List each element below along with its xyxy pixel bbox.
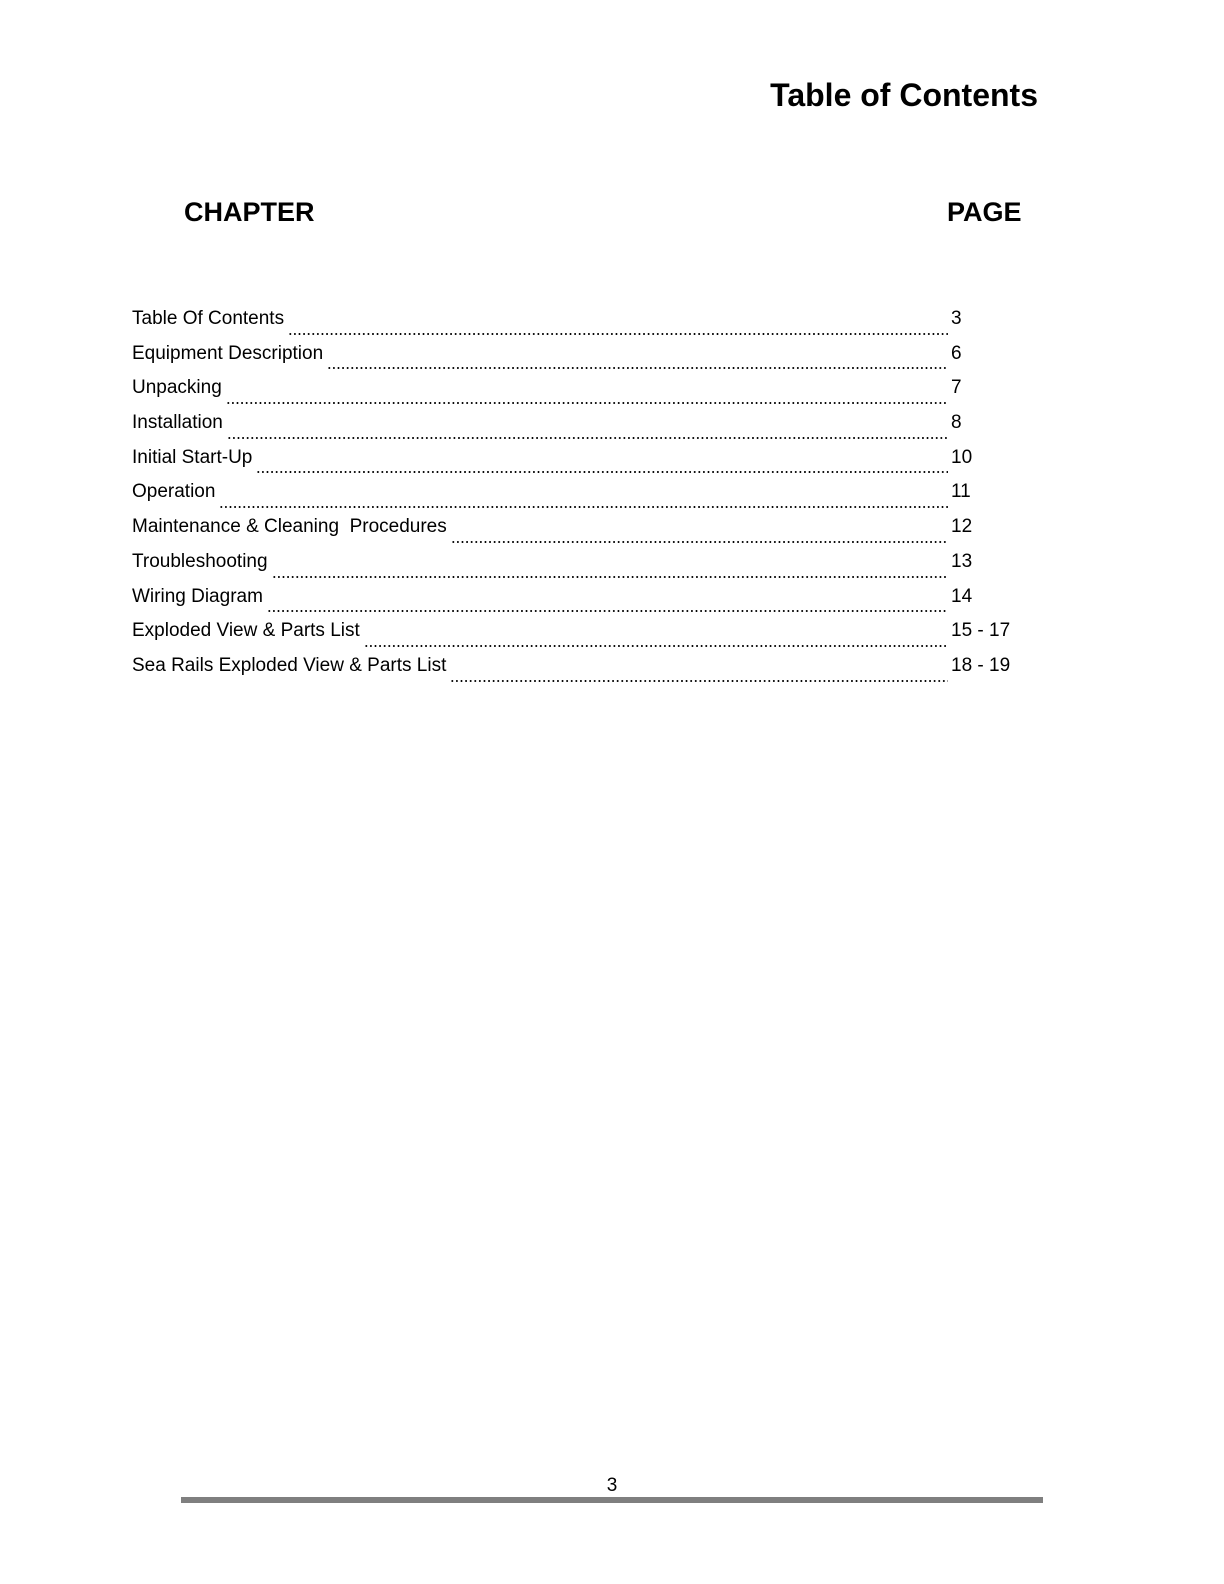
toc-entry[interactable] xyxy=(132,618,1032,653)
dot-leader xyxy=(450,680,948,682)
toc-entry-page: 10 xyxy=(951,446,973,468)
toc-entry-page: 7 xyxy=(951,377,962,399)
toc-entry-page: 13 xyxy=(951,550,973,572)
dot-leader xyxy=(219,506,948,508)
page-number: 3 xyxy=(606,1475,618,1496)
dot-leader xyxy=(272,576,948,578)
toc-entry-title: Initial Start-Up xyxy=(132,446,253,468)
toc-entry-page: 15 - 17 xyxy=(951,620,1011,642)
toc-entry-title: Equipment Description xyxy=(132,342,324,364)
toc-entry[interactable] xyxy=(132,514,1032,549)
toc-entry-page: 6 xyxy=(951,342,962,364)
toc-entry-title: Unpacking xyxy=(132,377,222,399)
toc-entry[interactable] xyxy=(132,410,1032,445)
toc-entry-page: 14 xyxy=(951,585,973,607)
toc-entry[interactable] xyxy=(132,306,1032,341)
page-title: Table of Contents xyxy=(770,77,1038,113)
page-column-header: PAGE xyxy=(947,197,1022,227)
toc-entry-page: 3 xyxy=(951,308,962,329)
dot-leader xyxy=(451,541,948,543)
dot-leader xyxy=(226,402,948,404)
toc-entry-title: Maintenance & Cleaning Procedures xyxy=(132,516,447,538)
dot-leader xyxy=(288,333,948,335)
dot-leader xyxy=(364,645,948,647)
toc-entry-title: Installation xyxy=(132,412,223,434)
toc-entry[interactable] xyxy=(132,341,1032,376)
dot-leader xyxy=(256,471,948,473)
toc-entry[interactable] xyxy=(132,445,1032,480)
toc-entry-page: 11 xyxy=(951,481,971,503)
toc-entry-title: Wiring Diagram xyxy=(132,585,263,607)
toc-entry-title: Exploded View & Parts List xyxy=(132,620,360,642)
chapter-column-header: CHAPTER xyxy=(184,197,315,227)
toc-entry[interactable] xyxy=(132,479,1032,514)
toc-entry[interactable] xyxy=(132,549,1032,584)
toc-entry[interactable] xyxy=(132,653,1032,688)
toc-entry-page: 12 xyxy=(951,516,973,538)
toc-entry-title: Operation xyxy=(132,481,216,503)
dot-leader xyxy=(267,610,948,612)
footer-rule xyxy=(181,1497,1043,1503)
toc-entry-title: Table Of Contents xyxy=(132,308,285,329)
toc-entry-page: 18 - 19 xyxy=(951,654,1011,676)
toc-entry[interactable] xyxy=(132,584,1032,619)
dot-leader xyxy=(327,367,948,369)
toc-entry[interactable] xyxy=(132,375,1032,410)
toc-entry-title: Troubleshooting xyxy=(132,550,268,572)
toc-entry-title: Sea Rails Exploded View & Parts List xyxy=(132,654,447,676)
toc-entry-page: 8 xyxy=(951,412,962,434)
dot-leader xyxy=(227,437,948,439)
toc-list xyxy=(132,306,1032,688)
